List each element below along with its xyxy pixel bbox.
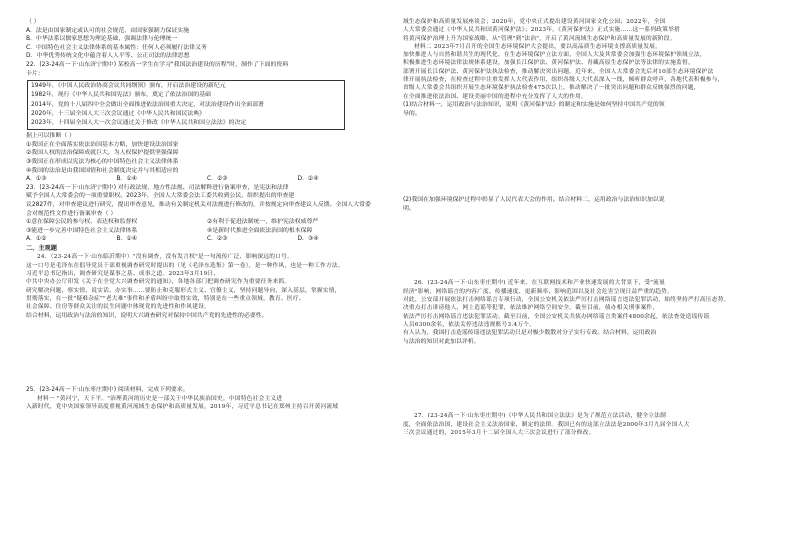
q27-material xyxy=(403,412,771,437)
q25-sub2: 明。 xyxy=(403,205,415,212)
q25-line: 域生态保护和高质量发展座谈会；2020年，党中央正式提出建设黄河国家文化公园；2022年，全国 xyxy=(403,19,666,25)
q23-options xyxy=(26,235,388,244)
q23-item: ④是新时代推进全面依法治国的根本保障 xyxy=(207,227,313,234)
q21-stem: （ ） xyxy=(26,19,40,25)
q27-line: 27．(23-24高一下·山东枣庄期中)《中华人民共和国立法法》是为了规范立法活动，健全立法制 xyxy=(414,413,667,420)
q25-sub2: (2)我国在加强环境保护过程中彰显了人民代表大会的作用。结合材料二，运用政治与法治知识加以说 xyxy=(403,197,665,204)
q25-line: 人大常委会通过《中华人民共和国黄河保护法》；2023年，《黄河保护法》正式实施……这一系列政策举措 xyxy=(403,27,680,34)
q26-line: 经济"影响，网络谣言的内容广度、传播速度、更新频率、影响范围以及社会危害呈现日益严重的趋势。 xyxy=(403,288,674,295)
answer-space xyxy=(403,118,771,196)
q26-line: 26．(23-24高一下·山东枣庄期中) 近年来，在互联网技术和产业快速发展的大背景下，受"流量 xyxy=(414,280,666,287)
q23-option-d: D．③④ xyxy=(297,236,319,243)
q24-material xyxy=(26,253,388,311)
q23-stem-line: 23．(23-24高一下·山东济宁期中) 对行政法规、地方性法规、司法解释进行备案审查，是宪法和法律 xyxy=(26,184,289,191)
right-column xyxy=(403,18,771,437)
left-column xyxy=(26,18,388,411)
q25-line: 部署开展长江保护法、黄河保护法执法检查，推动解决突出问题。近年来，全国人大常委会先后对10部生态环境保护法 xyxy=(403,68,714,75)
q24-line: 习近平总书记指出，调查研究是谋事之基、成事之道。2023年3月19日， xyxy=(26,271,220,278)
q25-line: 材料二 2023年7月召开的全国生态环境保护大会提出，要以高品质生态环境支撑高质量发展， xyxy=(414,43,662,50)
q25-material-1 xyxy=(26,395,388,412)
q23-stem-line: 会对规范性文件进行备案审查（ ） xyxy=(26,210,117,217)
q25-line: 积极推进生态环境法律法规体系建设，加强长江保护法、黄河保护法、青藏高原生态保护法等法律的实施监督， xyxy=(403,60,694,67)
q23-items-row xyxy=(26,218,388,227)
q23-stem-line: 议2827件，对审查建议进行研究，提出审查意见，推动有关制定机关对法规进行修改的，并按规定向审查建议人反馈。全国人大常委 xyxy=(26,201,371,208)
q26-line: 决重点打击诽谤他人、网上造谣等犯罪，依法维护网络空间安全。截至目前，侦办相关刑事案件， xyxy=(403,305,659,312)
q25-line: 入新时代，党中央国家领导高度重视黄河流域生态保护和高质量发展，2019年，习近平总书记在郑州主持召开黄河流域 xyxy=(26,404,339,411)
q26-material xyxy=(403,279,771,329)
section-heading: 二、主观题 xyxy=(26,244,57,252)
q22-card-line: 1949年，《中国人民政治协商会议共同纲领》颁布，开启法治建设的新纪元 xyxy=(31,83,226,90)
q22-card-line: 2014年，党的十八届四中全会做出全面推进依法治国重大决定，对法治建设作出全面部署 xyxy=(31,101,264,108)
q25-line: 将黄河保护治理上升为国家战略，从"管理"到"法治"，开启了黄河流域生态保护和高质量发展的新阶段。 xyxy=(403,35,676,42)
q22-option-a: A．①③ xyxy=(26,176,47,183)
q22-inference: 据上可以推断（ ） xyxy=(26,133,75,140)
q25-sub1: (1)结合材料一，运用政治与法治知识，说明《黄河保护法》的制定和实施是如何坚持中国共产党的领 xyxy=(403,101,665,108)
q25-material-2 xyxy=(403,43,771,101)
q27-line: 三次会议通过的，2015年3月十二届全国人大三次会议进行了部分修改。 xyxy=(403,429,595,436)
q22-option-b: B．①④ xyxy=(116,176,137,183)
q22-item: ③我国正在形成以宪法为核心的中国特色社会主义法律体系 xyxy=(26,158,179,165)
q27-line: 度，全面依法治国，建设社会主义法治国家，制定的法律。我国已有的这部立法法是2000年3月九届全国人大 xyxy=(403,421,690,428)
q22-card-line: 2023年，十四届全国人大一次会议通过关于修改《中华人民共和国立法法》的决定 xyxy=(31,119,247,126)
q23-item: ②有利于促进法制统一，维护宪法权威尊严 xyxy=(207,219,319,226)
q23-option-b: B．①④ xyxy=(116,236,137,243)
q26-line: 依法严厉打击网络谣言违法犯罪活动。截至目前，全国公安机关共侦办网络谣言类案件4800余起，依法查处造谣传谣 xyxy=(403,313,710,320)
q25-stem: 25．(23-24高一下·山东枣庄期中) 阅读材料，完成下列要求。 xyxy=(26,387,189,394)
q26-prompt: 与法治的知识对此加以评析。 xyxy=(403,338,480,345)
q22-card-line: 2020年，十三届全国人大三次会议通过《中华人民共和国民法典》 xyxy=(31,110,206,117)
q22-stem-line: 卡片： xyxy=(26,70,44,77)
q23-option-c: C．②③ xyxy=(207,236,228,243)
q22-item: ①我国正在全面落实依法治国基本方略，加快建设法治国家 xyxy=(26,141,179,148)
q25-sub1: 导的。 xyxy=(403,110,421,117)
q25-line: 加快推进人与自然和谐共生的现代化。在生态环境保护立法方面，全国人大及其常委会加强生态环境保护领域立法， xyxy=(403,52,706,59)
answer-space xyxy=(26,320,388,386)
q22-option-d: D．②④ xyxy=(297,176,319,183)
q22-stem-line: 22．(23-24高一下·山东济宁期中) 某校高一学生在学习"我国法治建设的历程"时，制作了下面的资料 xyxy=(26,61,289,68)
q21-option-d: D．中华优秀传统文化中蕴含着人人平等、公正司法的法律思想 xyxy=(26,53,190,60)
q25-line: 律开展执法检查，在检查过程中注重发挥人大代表作用，组织各级人大代表深入一线，倾听群众呼声，各地代表积极参与， xyxy=(403,77,724,84)
q24-line: 社会保障、住房等群众关注的民生问题中体现党的先进性和作风建设。 xyxy=(26,304,211,311)
q23-stem-line: 赋予全国人大常委会的一项重要职权。2023年，全国人大常委会法工委共收到公民、组织提出的审查建 xyxy=(26,193,295,200)
q23-items-row xyxy=(26,227,388,236)
q25-material-1-cont xyxy=(403,18,771,43)
q24-prompt: 结合材料，运用政治与法治的知识，说明大兴调查研究对保持中国共产党的先进性的必要性。 xyxy=(26,312,268,319)
q23-item: ①意在保障公民的参与权、表达权和监督权 xyxy=(26,219,138,226)
q26-line: 对此，公安部开展依法打击网络谣言专项行动，全国公安机关依法严厉打击网络谣言违法犯罪活动，始终坚持严打高压态势。 xyxy=(403,296,730,303)
q25-line: 材料一 "黄河宁，天下平。"治理黄河的历史是一部关于中华民族治国史。中国特色社会主义进 xyxy=(37,395,283,402)
q22-option-c: C．②③ xyxy=(207,176,228,183)
q24-line: 中共中央办公厅印发《关于在全党大兴调查研究的通知》，各地各部门把调查研究作为重要任务来抓。 xyxy=(26,279,291,286)
q24-line: 24．（23-24高一下·山东临沂期中）"没有调查，没有发言权"是一句流传广泛、影响深远的口号。 xyxy=(37,254,293,261)
q22-options xyxy=(26,175,388,184)
q26-prompt: 有人认为，我国打击造谣传谣违法犯罪活动只是对极少数散对分子实行专政。结合材料，运用政治 xyxy=(403,330,657,337)
q21-option-c: C．中国特色社会主义法律体系的基本属性：任何人必须履行法律义务 xyxy=(26,44,207,51)
q24-line: 贯彻落实，在一批"疑难杂症""老大难"事件和矛盾纠纷中取得实效，特别是在一些重点领域，教育、医疗、 xyxy=(26,295,305,302)
q23-option-a: A．①② xyxy=(26,236,47,243)
q25-line: 省级人大常委会共组织开展生态环境保护执法检查475次以上，推动解决了一批突出问题和群众反映强烈的问题， xyxy=(403,85,700,92)
q25-line: 在全面推进依法治国、建设美丽中国的进程中充分发挥了人大的作用。 xyxy=(403,93,588,100)
q24-line: 这一口号是毛泽东在倡导党员干部重视调查研究时提出的（见《毛泽东选集》第一卷），是一种作风，也是一种工作方法。 xyxy=(26,262,344,269)
q24-line: 研究解决问题，察实情、说实话、办实事……要防止和克服形式主义、官僚主义，坚持问题导向，深入基层，掌握实情， xyxy=(26,287,341,294)
q22-card-line: 1982年，现行《中华人民共和国宪法》颁布，奠定了依法治国的基础 xyxy=(31,92,211,99)
q22-info-card xyxy=(27,80,345,130)
answer-space xyxy=(403,346,771,412)
q21-option-a: A．法是由国家制定或认可的社会规范，由国家强制力保证实施 xyxy=(26,27,190,34)
q22-item: ②我国人权的法治保障成就巨大，为人权保护提供坚强保障 xyxy=(26,150,179,157)
q22-item: ④我国的法治是由我国国情和社会制度决定并与其相适应的 xyxy=(26,167,179,174)
q23-item: ③能进一步完善中国特色社会主义法律体系 xyxy=(26,227,138,234)
q21-option-b: B．中华法系以儒家思想为理论基础，强调法律与伦理统一 xyxy=(26,36,178,43)
answer-space xyxy=(403,213,771,279)
q26-line: 人员6300余名，依法关停违法违规账号3.4万个。 xyxy=(403,321,536,328)
